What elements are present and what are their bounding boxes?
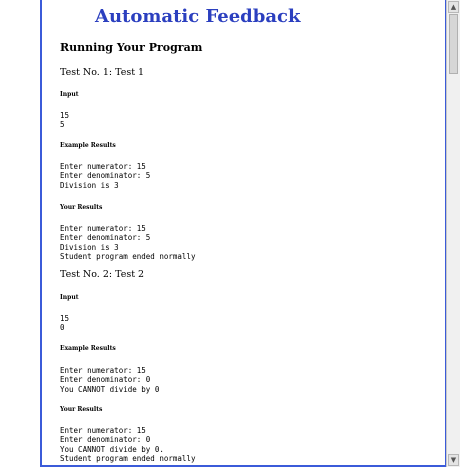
example-results-block: Enter numerator: 15 Enter denominator: 5 Division is 3 (60, 162, 151, 190)
input-label: Input (60, 294, 79, 301)
test-heading: Test No. 1: Test 1 (60, 67, 145, 78)
your-results-block: Enter numerator: 15 Enter denominator: 0 You CANNOT divide by 0. Student program ended normally (60, 426, 196, 463)
your-results-label: Your Results (60, 406, 103, 413)
vertical-scrollbar[interactable] (446, 0, 460, 467)
arrow-up-icon[interactable]: ▲ (448, 1, 459, 13)
input-label: Input (60, 91, 79, 98)
example-results-label: Example Results (60, 142, 116, 149)
test-heading: Test No. 2: Test 2 (60, 269, 145, 280)
your-results-label: Your Results (60, 204, 103, 211)
scroll-thumb[interactable] (449, 14, 458, 74)
input-block: 15 5 (60, 111, 70, 130)
input-block: 15 0 (60, 314, 70, 333)
section-heading: Running Your Program (60, 41, 203, 54)
your-results-block: Enter numerator: 15 Enter denominator: 5 Division is 3 Student program ended normally (60, 224, 196, 261)
example-results-label: Example Results (60, 345, 116, 352)
example-results-block: Enter numerator: 15 Enter denominator: 0 You CANNOT divide by 0 (60, 366, 160, 394)
arrow-down-icon[interactable]: ▼ (448, 454, 459, 466)
page-title: Automatic Feedback (95, 6, 301, 27)
